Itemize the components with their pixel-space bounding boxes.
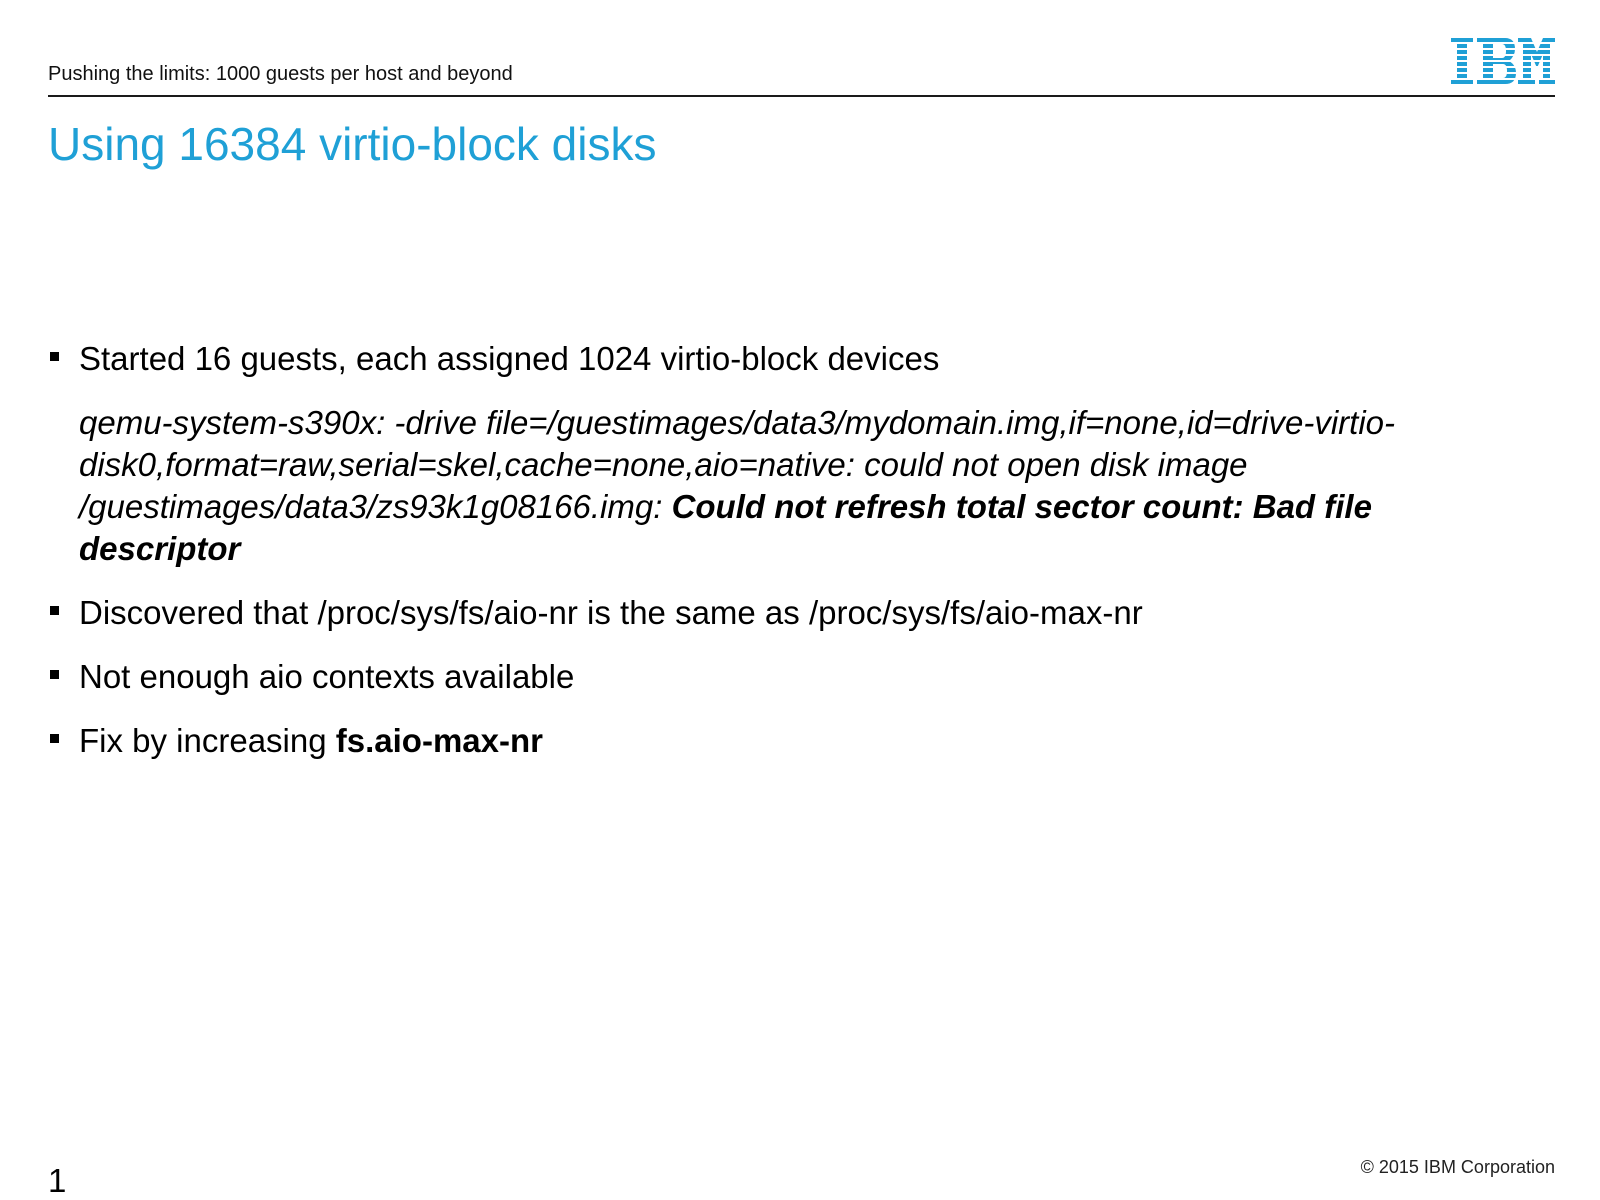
bullet-marker [50,670,59,679]
slide-content [48,338,1518,762]
bullet-marker [50,606,59,615]
bullet-emphasis: fs.aio-max-nr [335,722,543,759]
error-text: qemu-system-s390x: -drive file=/guestimages/data3/mydomain.img,if=none,id=drive-virtio-disk0,format=raw,serial=skel,cache=none,aio=native: could not open disk image /guestimages/data3/zs93k1g08166.img: [79,404,1395,525]
bullet-text: Not enough aio contexts available [79,658,575,695]
copyright-notice: © 2015 IBM Corporation [1360,1157,1555,1177]
bullet-item [48,338,1518,380]
bullet-marker [50,734,59,743]
page-number: 1 [48,1162,67,1199]
bullet-item [48,592,1518,634]
bullet-text: Discovered that /proc/sys/fs/aio-nr is the same as /proc/sys/fs/aio-max-nr [79,594,1143,631]
error-message [48,402,1518,570]
error-emphasis: Could not refresh total sector count: Bad file descriptor [79,488,1372,567]
bullet-text: Fix by increasing [79,722,336,759]
slide-title: Using 16384 virtio-block disks [48,118,657,170]
bullet-text: Started 16 guests, each assigned 1024 virtio-block devices [79,340,940,377]
presentation-title: Pushing the limits: 1000 guests per host and beyond [48,63,513,85]
bullet-item [48,720,1518,762]
ibm-logo [1451,38,1555,84]
bullet-item [48,656,1518,698]
bullet-marker [50,352,59,361]
header-divider [48,95,1555,97]
